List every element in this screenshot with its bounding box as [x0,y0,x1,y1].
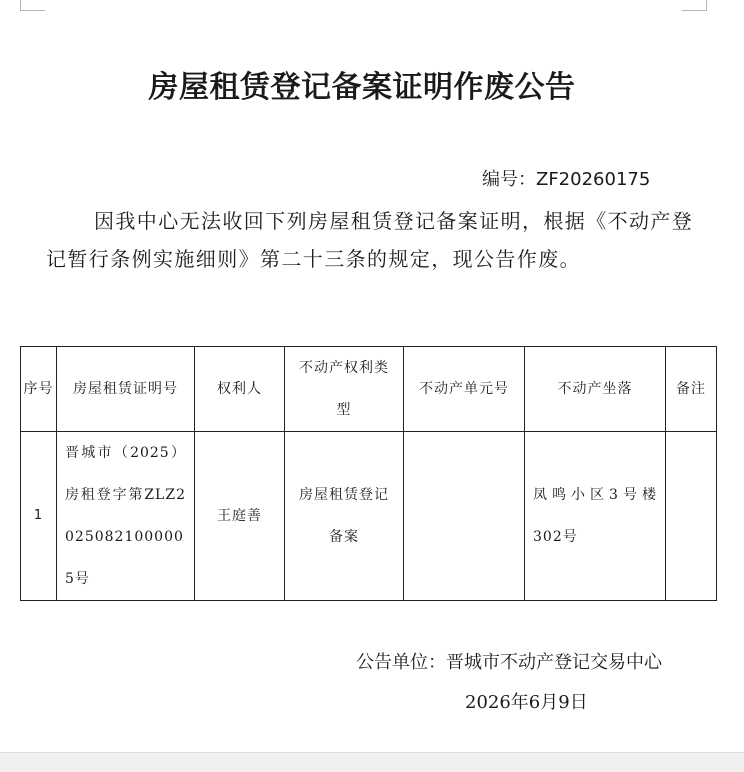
header-remark: 备注 [666,347,717,432]
table-header-row [21,347,717,432]
notice-paragraph [46,202,696,278]
header-unit-no: 不动产单元号 [404,347,525,432]
cell-no: 1 [21,432,57,601]
page-corner-mark-right [682,0,707,11]
header-location: 不动产坐落 [525,347,666,432]
issue-date: 2026年6月9日 [465,692,588,713]
page-corner-mark-left [20,0,45,11]
serial-value: ZF20260175 [536,169,651,190]
serial-label: 编号： [482,169,536,190]
notice-paragraph-text: 因我中心无法收回下列房屋租赁登记备案证明，根据《不动产登记暂行条例实施细则》第二十三条的规定，现公告作废。 [46,209,694,271]
notice-title: 房屋租赁登记备案证明作废公告 [148,70,576,105]
cell-holder: 王庭善 [195,432,285,601]
cell-right-type: 房屋租赁登记备案 [285,432,404,601]
header-no: 序号 [21,347,57,432]
records-table [20,346,717,601]
cell-unit-no [404,432,525,601]
cell-location: 凤鸣小区3号楼302号 [525,432,666,601]
header-cert-no: 房屋租赁证明号 [57,347,195,432]
issuing-unit: 公告单位：晋城市不动产登记交易中心 [356,652,662,673]
header-right-type: 不动产权利类型 [285,347,404,432]
cell-cert-no: 晋城市（2025）房租登字第ZLZ20250821000005号 [57,432,195,601]
header-holder: 权利人 [195,347,285,432]
viewer-bottom-bar [0,752,744,772]
serial-number [482,165,650,191]
table-row [21,432,717,601]
cell-remark [666,432,717,601]
